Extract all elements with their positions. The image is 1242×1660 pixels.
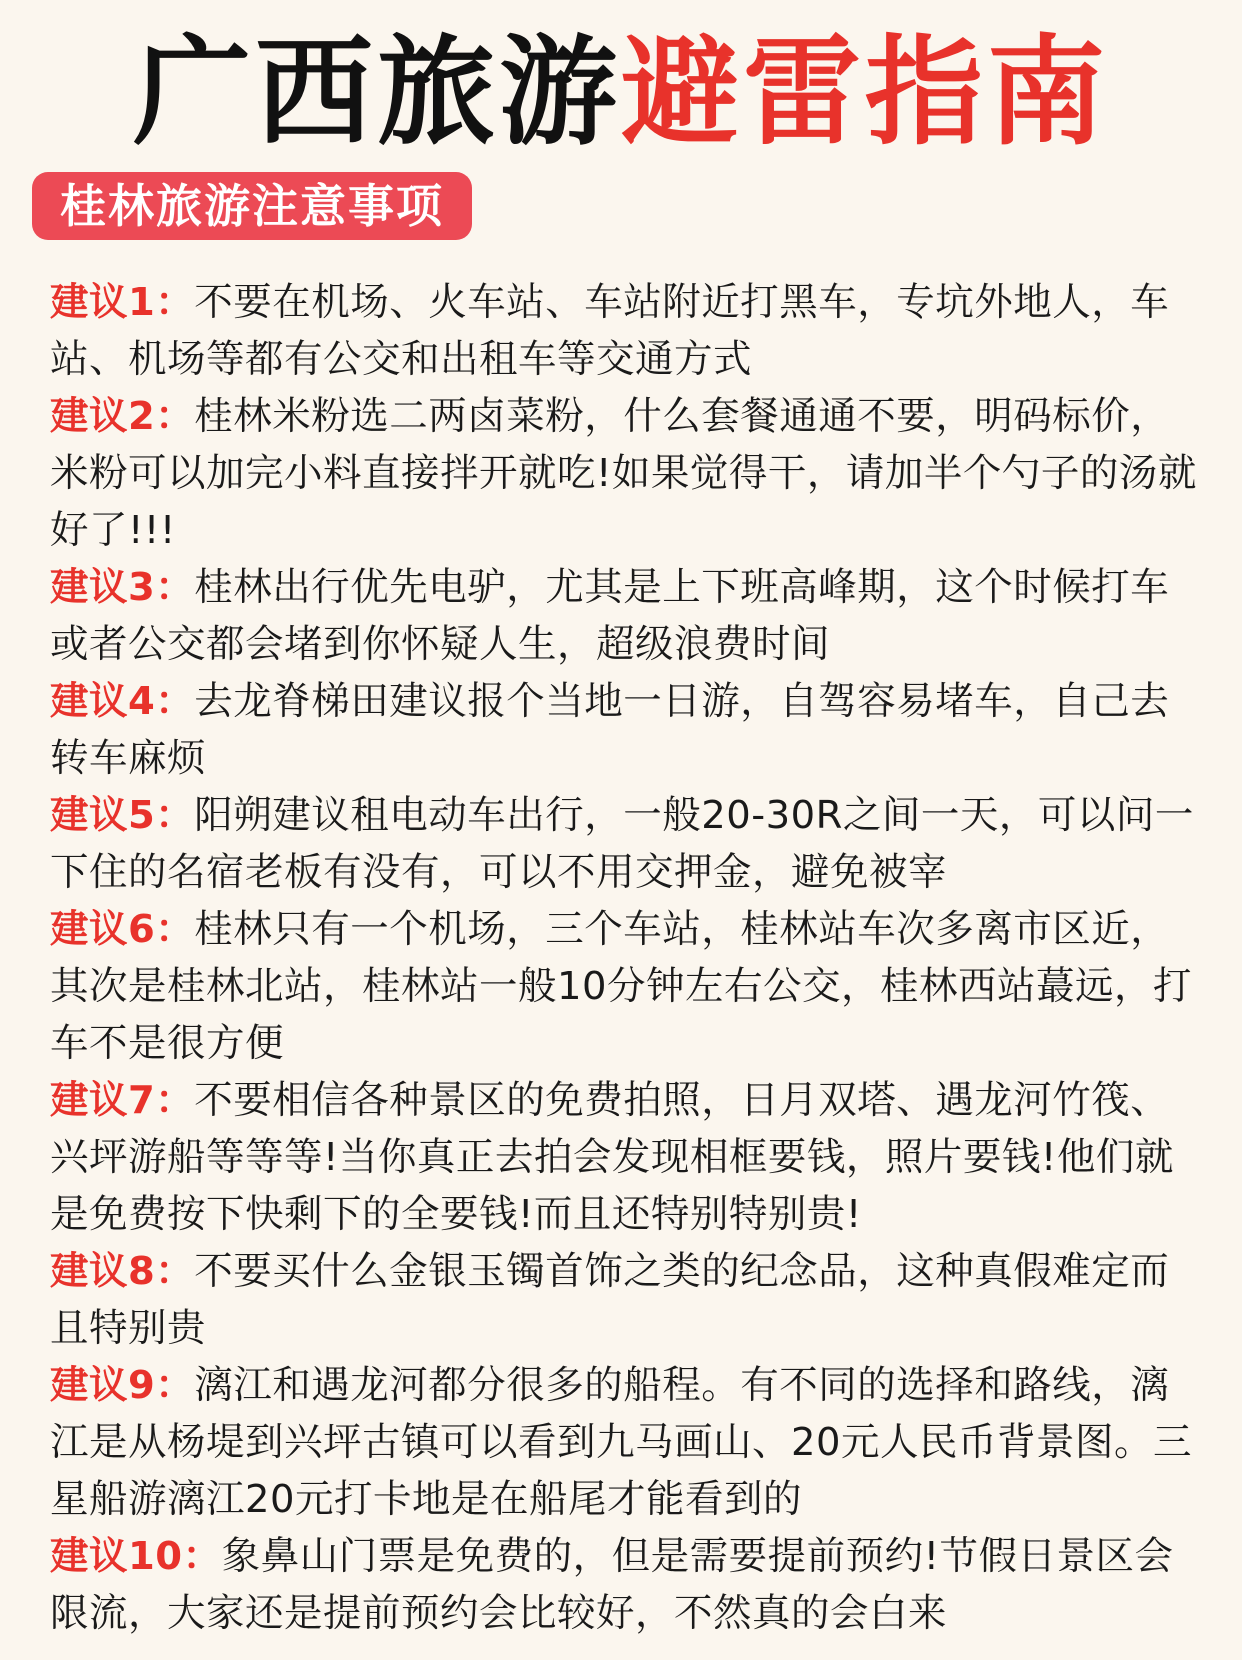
page-title	[0, 22, 1242, 162]
tip-text: 桂林米粉选二两卤菜粉，什么套餐通通不要，明码标价，米粉可以加完小料直接拌开就吃!如果觉得干，请加半个勺子的汤就好了!!!	[50, 394, 1197, 553]
tip-item	[50, 1357, 1200, 1528]
tip-label: 建议8：	[50, 1249, 195, 1294]
tip-text: 桂林只有一个机场，三个车站，桂林站车次多离市区近，其次是桂林北站，桂林站一般10分钟左右公交，桂林西站蕞远，打车不是很方便	[50, 907, 1192, 1066]
tip-item	[50, 1072, 1200, 1243]
tip-item	[50, 388, 1200, 559]
tip-text: 漓江和遇龙河都分很多的船程。有不同的选择和路线，漓江是从杨堤到兴坪古镇可以看到九马画山、20元人民币背景图。三星船游漓江20元打卡地是在船尾才能看到的	[50, 1363, 1192, 1522]
tip-label: 建议7：	[50, 1078, 195, 1123]
tip-label: 建议1：	[50, 280, 195, 325]
tip-text: 去龙脊梯田建议报个当地一日游，自驾容易堵车，自己去转车麻烦	[50, 679, 1170, 781]
tip-label: 建议6：	[50, 907, 195, 952]
tip-item	[50, 901, 1200, 1072]
tip-text: 不要在机场、火车站、车站附近打黑车，专坑外地人，车站、机场等都有公交和出租车等交通方式	[50, 280, 1170, 382]
tip-text: 象鼻山门票是免费的，但是需要提前预约!节假日景区会限流，大家还是提前预约会比较好，不然真的会白来	[50, 1534, 1174, 1636]
tip-item	[50, 673, 1200, 787]
tip-label: 建议3：	[50, 565, 195, 610]
tip-label: 建议2：	[50, 394, 195, 439]
tip-item	[50, 1528, 1200, 1642]
tip-text: 不要买什么金银玉镯首饰之类的纪念品，这种真假难定而且特别贵	[50, 1249, 1170, 1351]
tips-list	[50, 274, 1200, 1642]
tip-label: 建议10：	[50, 1534, 222, 1579]
tip-item	[50, 274, 1200, 388]
section-badge: 桂林旅游注意事项	[32, 172, 472, 240]
tip-item	[50, 1243, 1200, 1357]
tip-label: 建议9：	[50, 1363, 195, 1408]
tip-label: 建议4：	[50, 679, 195, 724]
tip-label: 建议5：	[50, 793, 195, 838]
tip-text: 不要相信各种景区的免费拍照，日月双塔、遇龙河竹筏、兴坪游船等等等!当你真正去拍会发现相框要钱，照片要钱!他们就是免费按下快剩下的全要钱!而且还特别特别贵!	[50, 1078, 1174, 1237]
title-red-part: 避雷指南	[621, 23, 1110, 161]
tip-item	[50, 559, 1200, 673]
tip-item	[50, 787, 1200, 901]
title-black-part: 广西旅游	[132, 23, 621, 161]
tip-text: 阳朔建议租电动车出行，一般20-30R之间一天，可以问一下住的名宿老板有没有，可以不用交押金，避免被宰	[50, 793, 1194, 895]
tip-text: 桂林出行优先电驴，尤其是上下班高峰期，这个时候打车或者公交都会堵到你怀疑人生，超级浪费时间	[50, 565, 1170, 667]
